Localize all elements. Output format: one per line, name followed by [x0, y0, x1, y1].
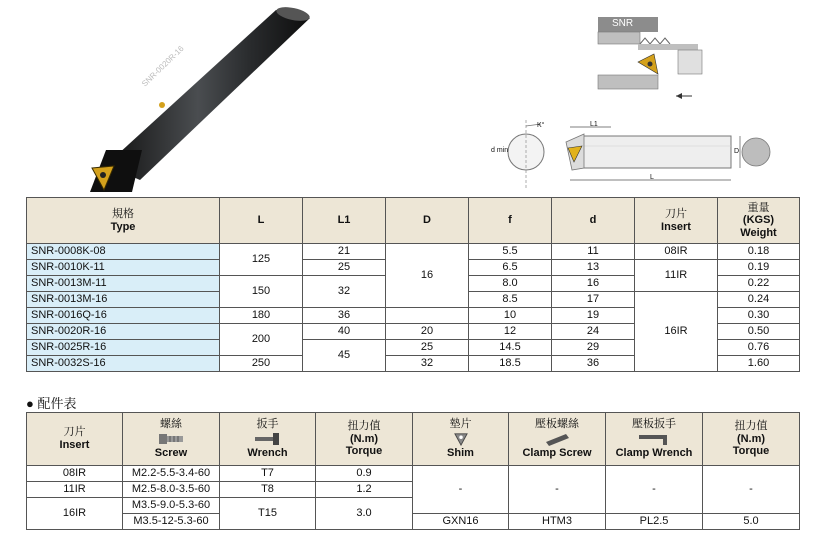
header-clamp-screw: 壓板螺絲 Clamp Screw [509, 413, 606, 466]
l1-cell: 40 [303, 324, 386, 340]
shim-cell: GXN16 [413, 514, 509, 530]
header-l1: L1 [303, 198, 386, 244]
screw-cell: M3.5-12-5.3-60 [123, 514, 220, 530]
f-cell: 8.5 [469, 292, 552, 308]
d-cell: 17 [552, 292, 635, 308]
weight-cell: 0.18 [718, 244, 800, 260]
torque-cell: 0.9 [316, 466, 413, 482]
torque2-cell: - [703, 466, 800, 514]
screw-cell: M2.2-5.5-3.4-60 [123, 466, 220, 482]
screw-cell: M3.5-9.0-5.3-60 [123, 498, 220, 514]
header-screw: 螺絲 Screw [123, 413, 220, 466]
clamp-wrench-cell: PL2.5 [606, 514, 703, 530]
weight-cell: 0.22 [718, 276, 800, 292]
header-f: f [469, 198, 552, 244]
shim-cell: - [413, 466, 509, 514]
header-insert: 刀片 Insert [27, 413, 123, 466]
parts-table [26, 412, 800, 530]
header-weight: 重量 (KGS) Weight [718, 198, 800, 244]
f-cell: 5.5 [469, 244, 552, 260]
header-torque-2: 扭力值 (N.m) Torque [703, 413, 800, 466]
weight-cell: 0.24 [718, 292, 800, 308]
d-cell: 16 [552, 276, 635, 292]
l-cell: 250 [220, 356, 303, 372]
thread-label: SNR [612, 18, 634, 29]
weight-cell: 0.30 [718, 308, 800, 324]
type-cell: SNR-0025R-16 [27, 340, 220, 356]
boring-bar-illustration [70, 0, 330, 200]
insert-cell: 16IR [635, 292, 718, 372]
clamp-screw-cell: HTM3 [509, 514, 606, 530]
l1-cell: 45 [303, 340, 386, 372]
torque-cell: 3.0 [316, 498, 413, 530]
l-cell: 125 [220, 244, 303, 276]
insert-cell: 11IR [635, 260, 718, 292]
f-cell: 10 [469, 308, 552, 324]
header-l: L [220, 198, 303, 244]
l1-cell: 32 [303, 276, 386, 308]
d-cell: 13 [552, 260, 635, 276]
insert-cell: 08IR [635, 244, 718, 260]
parts-table-header [27, 413, 800, 466]
threading-diagram [590, 10, 720, 105]
insert-cell: 08IR [27, 466, 123, 482]
header-d: d [552, 198, 635, 244]
f-cell: 18.5 [469, 356, 552, 372]
type-cell: SNR-0020R-16 [27, 324, 220, 340]
type-cell: SNR-0010K-11 [27, 260, 220, 276]
f-cell: 12 [469, 324, 552, 340]
d-shank-cell: 25 [386, 340, 469, 356]
spec-table-header [27, 198, 800, 244]
shim-icon [452, 432, 470, 446]
type-cell: SNR-0013M-11 [27, 276, 220, 292]
clamp-screw-cell: - [509, 466, 606, 514]
insert-cell: 16IR [27, 498, 123, 530]
l-cell: 150 [220, 276, 303, 308]
type-cell: SNR-0008K-08 [27, 244, 220, 260]
wrench-cell: T15 [220, 498, 316, 530]
header-type: 規格 Type [27, 198, 220, 244]
type-cell: SNR-0016Q-16 [27, 308, 220, 324]
f-cell: 6.5 [469, 260, 552, 276]
table-row [27, 466, 800, 482]
dim-dmin-label: d min [491, 147, 509, 154]
l-cell: 180 [220, 308, 303, 324]
weight-cell: 0.50 [718, 324, 800, 340]
insert-cell: 11IR [27, 482, 123, 498]
l1-cell: 21 [303, 244, 386, 260]
wrench-icon [253, 432, 283, 446]
f-cell: 14.5 [469, 340, 552, 356]
d-cell: 29 [552, 340, 635, 356]
dim-l-label: L [650, 174, 654, 181]
d-cell: 36 [552, 356, 635, 372]
parts-section-title: ● 配件表 [26, 396, 77, 411]
dim-d-label: D [734, 148, 740, 155]
d-shank-cell: 20 [386, 324, 469, 340]
type-cell: SNR-0032S-16 [27, 356, 220, 372]
header-torque: 扭力值 (N.m) Torque [316, 413, 413, 466]
f-cell: 8.0 [469, 276, 552, 292]
dim-l1-label: L1 [590, 121, 598, 128]
dim-angle-label: K° [537, 122, 545, 129]
d-shank-cell [386, 308, 469, 324]
spec-table [26, 197, 800, 372]
d-shank-cell: 32 [386, 356, 469, 372]
l1-cell: 25 [303, 260, 386, 276]
d-cell: 11 [552, 244, 635, 260]
d-shank-cell: 16 [386, 244, 469, 308]
type-cell: SNR-0013M-16 [27, 292, 220, 308]
screw-icon [157, 432, 185, 446]
clamp-screw-icon [542, 432, 572, 446]
l-cell: 200 [220, 324, 303, 356]
header-d-shank: D [386, 198, 469, 244]
header-wrench: 扳手 Wrench [220, 413, 316, 466]
hex-key-icon [637, 432, 671, 446]
tool-engraving-label: SNR-0020R-16 [140, 44, 186, 89]
weight-cell: 0.19 [718, 260, 800, 276]
torque-cell: 1.2 [316, 482, 413, 498]
wrench-cell: T7 [220, 466, 316, 482]
l1-cell: 36 [303, 308, 386, 324]
header-clamp-wrench: 壓板扳手 Clamp Wrench [606, 413, 703, 466]
weight-cell: 1.60 [718, 356, 800, 372]
clamp-wrench-cell: - [606, 466, 703, 514]
weight-cell: 0.76 [718, 340, 800, 356]
d-cell: 19 [552, 308, 635, 324]
header-shim: 墊片 Shim [413, 413, 509, 466]
wrench-cell: T8 [220, 482, 316, 498]
d-cell: 24 [552, 324, 635, 340]
header-insert: 刀片 Insert [635, 198, 718, 244]
torque2-cell: 5.0 [703, 514, 800, 530]
table-row [27, 244, 800, 260]
screw-cell: M2.5-8.0-3.5-60 [123, 482, 220, 498]
